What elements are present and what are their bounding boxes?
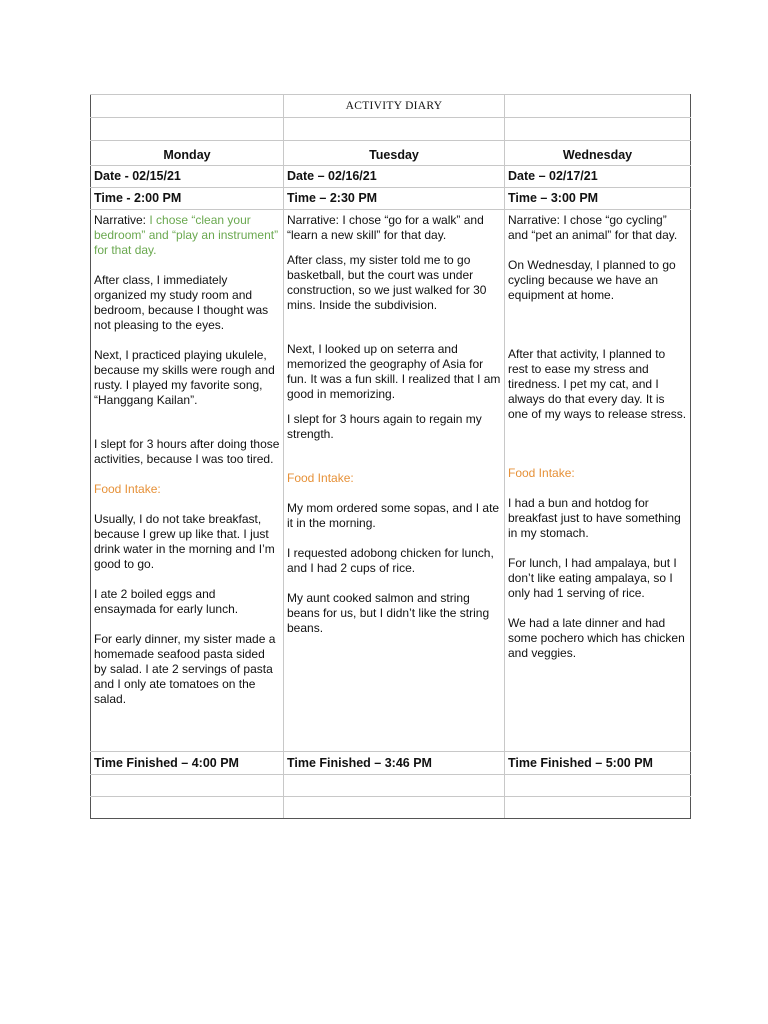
food-intake-label: Food Intake: [508, 466, 575, 480]
food-intake-label: Food Intake: [287, 471, 354, 485]
paragraph: After class, I immediately organized my study room and bedroom, because I thought was not pleasing to the eyes. [94, 273, 269, 332]
date-monday: Date - 02/15/21 [91, 166, 284, 188]
narrative-tuesday: Narrative: I chose “go for a walk” and “learn a new skill” for that day. [287, 213, 484, 242]
narrative-monday [94, 213, 280, 258]
food-paragraph: I ate 2 boiled eggs and ensaymada for early lunch. [94, 587, 239, 616]
paragraph: After that activity, I planned to rest to ease my stress and tiredness. I pet my cat, and I always do that every day. It is one of my ways to release stress. [508, 347, 687, 421]
diary-title: ACTIVITY DIARY [284, 95, 505, 118]
day-header-wednesday: Wednesday [505, 141, 691, 166]
food-intake-label: Food Intake: [94, 482, 161, 496]
narrative-cell-monday [91, 210, 284, 752]
finished-wednesday: Time Finished – 5:00 PM [505, 752, 691, 775]
day-header-monday: Monday [91, 141, 284, 166]
time-row [91, 188, 691, 210]
narrative-cell-tuesday [284, 210, 505, 752]
food-paragraph: For early dinner, my sister made a homemade seafood pasta sided by salad. I ate 2 servings of pasta and I only ate tomatoes on the salad. [94, 632, 276, 706]
paragraph: I slept for 3 hours again to regain my strength. [287, 412, 482, 441]
food-paragraph: I had a bun and hotdog for breakfast just to have something in my stomach. [508, 496, 681, 540]
finished-tuesday: Time Finished – 3:46 PM [284, 752, 505, 775]
paragraph: I slept for 3 hours after doing those activities, because I was too tired. [94, 437, 280, 466]
food-paragraph: Usually, I do not take breakfast, because I grew up like that. I just drink water in the morning and I’m good to go. [94, 512, 275, 571]
narrative-choice: I chose “clean your bedroom” and “play an instrument” for that day. [94, 213, 279, 257]
narrative-wednesday: Narrative: I chose “go cycling” and “pet an animal” for that day. [508, 213, 678, 242]
title-row [91, 95, 691, 118]
paragraph: Next, I practiced playing ukulele, because my skills were rough and rusty. I played my favorite song, “Hanggang Kailan”. [94, 348, 275, 407]
blank-row [91, 118, 691, 141]
empty-row [91, 797, 691, 819]
narrative-row [91, 210, 691, 752]
time-wednesday: Time – 3:00 PM [505, 188, 691, 210]
food-paragraph: We had a late dinner and had some pochero which has chicken and veggies. [508, 616, 685, 660]
food-paragraph: My mom ordered some sopas, and I ate it in the morning. [287, 501, 500, 530]
time-finished-row [91, 752, 691, 775]
narrative-prefix: Narrative: [94, 213, 150, 227]
paragraph: After class, my sister told me to go basketball, but the court was under construction, so we just walked for 30 mins. Inside the subdivision. [287, 253, 487, 312]
narrative-cell-wednesday [505, 210, 691, 752]
empty-row [91, 775, 691, 797]
paragraph: Next, I looked up on seterra and memorized the geography of Asia for fun. It was a fun skill. I realized that I am good in memorizing. [287, 342, 501, 401]
date-wednesday: Date – 02/17/21 [505, 166, 691, 188]
time-tuesday: Time – 2:30 PM [284, 188, 505, 210]
food-paragraph: I requested adobong chicken for lunch, and I had 2 cups of rice. [287, 546, 494, 575]
paragraph: On Wednesday, I planned to go cycling because we have an equipment at home. [508, 258, 676, 302]
date-tuesday: Date – 02/16/21 [284, 166, 505, 188]
date-row [91, 166, 691, 188]
food-paragraph: My aunt cooked salmon and string beans for us, but I didn’t like the string beans. [287, 591, 490, 635]
day-header-tuesday: Tuesday [284, 141, 505, 166]
finished-monday: Time Finished – 4:00 PM [91, 752, 284, 775]
activity-diary-table [90, 94, 691, 819]
day-header-row [91, 141, 691, 166]
time-monday: Time - 2:00 PM [91, 188, 284, 210]
food-paragraph: For lunch, I had ampalaya, but I don’t like eating ampalaya, so I only had 1 serving of rice. [508, 556, 677, 600]
